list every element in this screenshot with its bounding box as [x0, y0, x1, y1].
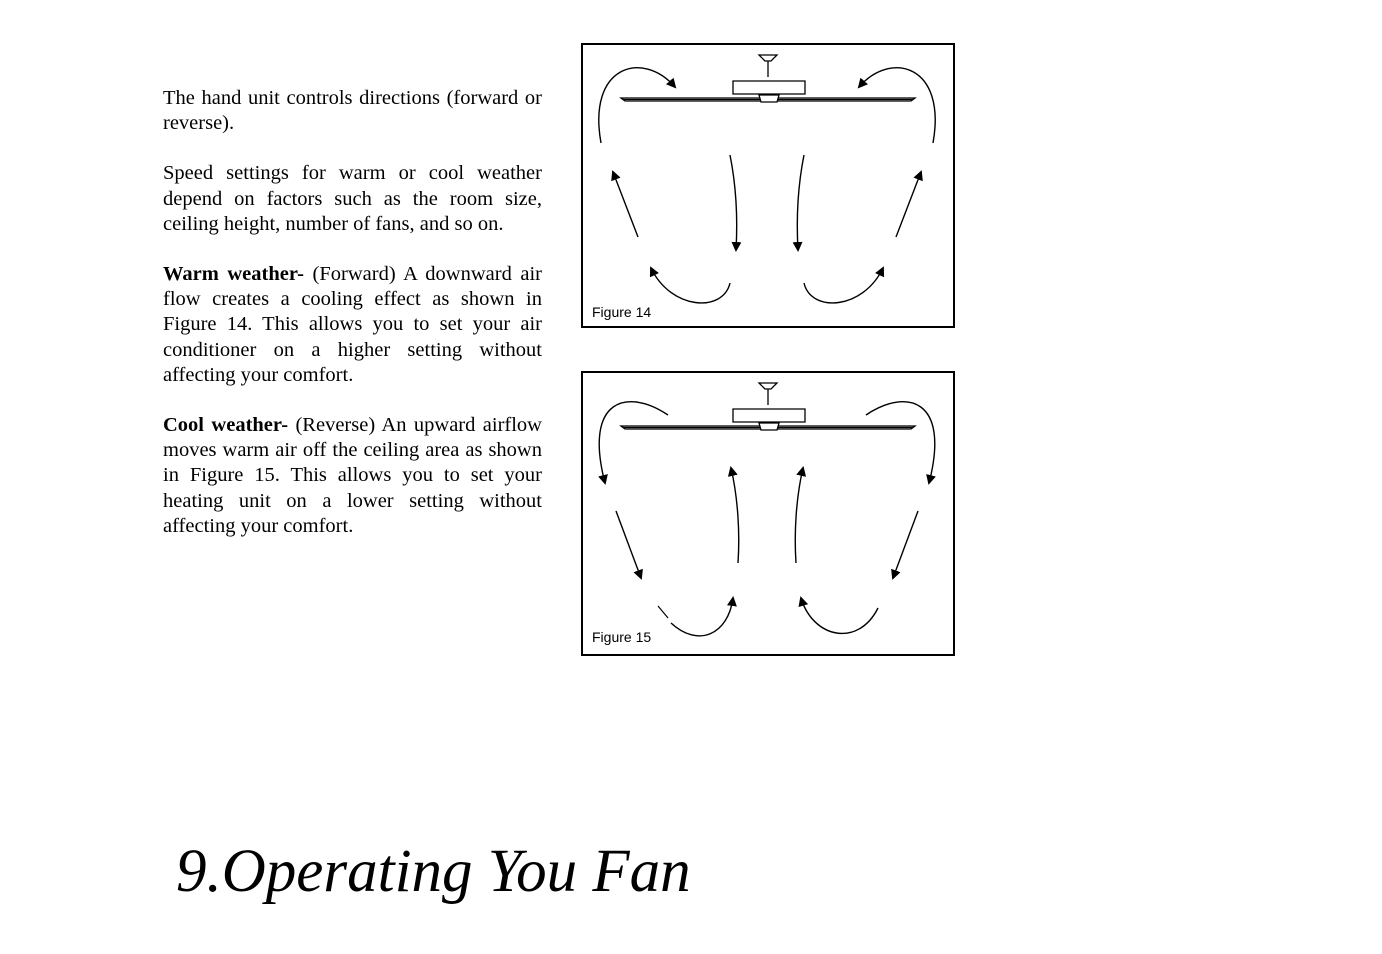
ceiling-fan-icon — [621, 383, 915, 430]
fan-upward-airflow-diagram — [583, 373, 953, 654]
fan-downward-airflow-diagram — [583, 45, 953, 326]
warm-weather-label: Warm weather- — [163, 263, 304, 286]
figure-15 — [581, 371, 955, 656]
speed-text: Speed settings for warm or cool weather depend on factors such as the room size, ceiling height, number of fans, and so on. — [163, 162, 542, 235]
paragraph-speed — [163, 161, 542, 237]
paragraph-cool-weather — [163, 413, 542, 539]
direction-text: The hand unit controls directions (forward or reverse). — [163, 87, 542, 135]
airflow-arrows — [599, 68, 935, 303]
airflow-tick-mark — [658, 606, 668, 618]
figure-15-caption: Figure 15 — [592, 629, 652, 645]
airflow-arrows — [599, 402, 935, 636]
figure-14-caption: Figure 14 — [592, 304, 652, 320]
section-heading: 9.Operating You Fan — [176, 838, 691, 905]
cool-weather-text: (Reverse) An upward airflow moves warm air off the ceiling area as shown in Figure 15. This allows you to set your heating unit on a lower setting without affecting your comfort. — [163, 414, 542, 537]
paragraph-warm-weather — [163, 262, 542, 388]
warm-weather-text: (Forward) A downward air flow creates a cooling effect as shown in Figure 14. This allows you to set your air conditioner on a higher setting without affecting your comfort. — [163, 263, 542, 386]
figure-14 — [581, 43, 955, 328]
cool-weather-label: Cool weather- — [163, 414, 289, 437]
body-text-column — [163, 86, 542, 564]
paragraph-direction — [163, 86, 542, 136]
